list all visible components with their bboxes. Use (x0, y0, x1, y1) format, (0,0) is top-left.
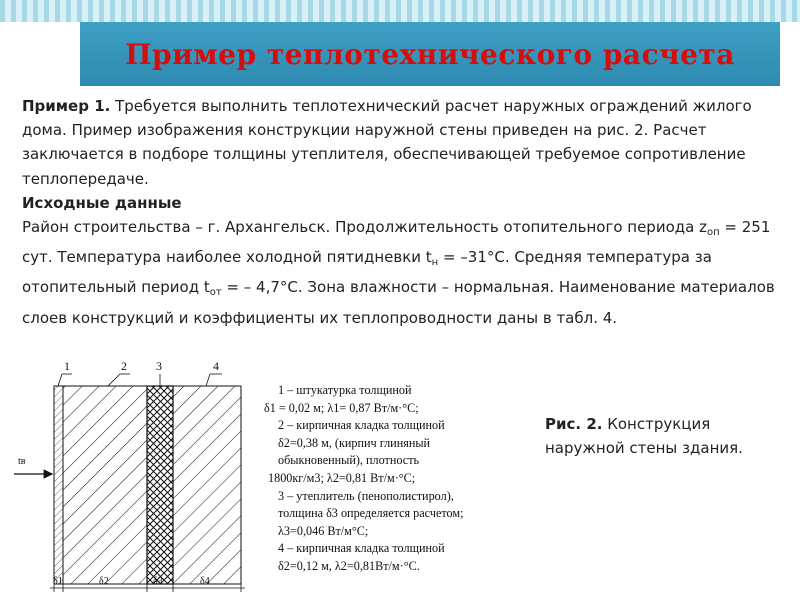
subscript-ot: от (209, 287, 222, 299)
source-data-paragraph (22, 215, 792, 330)
legend-line: 1 – штукатурка толщиной (278, 383, 412, 397)
layer-2-brick (63, 386, 147, 584)
source-text-3: = –31°С. Средняя температура за отопительный период t (22, 248, 712, 297)
layer-number-1: 1 (64, 359, 70, 373)
body-text (22, 94, 792, 330)
wall-diagram (10, 356, 260, 596)
thickness-label-2: δ2 (99, 576, 109, 587)
layer-number-2: 2 (121, 359, 127, 373)
layer-legend (264, 382, 544, 576)
source-data-heading: Исходные данные (22, 193, 182, 212)
layer-3-insulation (147, 386, 173, 584)
legend-line: 2 – кирпичная кладка толщиной (278, 418, 445, 433)
layer-1-plaster (54, 386, 63, 584)
source-text-2: = 251 сут. Температура наиболее холодной пятидневки t (22, 218, 771, 267)
legend-line: 4 – кирпичная кладка толщиной (278, 541, 445, 556)
intro-text: Требуется выполнить теплотехнический расчет наружных ограждений жилого дома. Пример изображения конструкции наружной стены приведен на рис. 2. Расчет заключается в подборе толщины утеплителя, обеспечивающей требуемое сопротивление теплопередаче. (22, 97, 752, 188)
legend-line: δ1 = 0,02 м; λ1= 0,87 Вт/м·°С; (264, 400, 419, 415)
source-text-1: Район строительства – г. Архангельск. Продолжительность отопительного периода z (22, 218, 707, 237)
legend-line: толщина δ3 определяется расчетом; (278, 506, 464, 521)
slide-title: Пример теплотехнического расчета (125, 37, 735, 71)
layer-number-4: 4 (213, 359, 219, 373)
title-banner (80, 22, 780, 86)
example-label: Пример 1. (22, 97, 111, 115)
legend-line: λ3=0,046 Вт/м°С; (278, 523, 369, 538)
legend-line: 3 – утеплитель (пенополистирол), (278, 488, 454, 503)
intro-paragraph (22, 94, 792, 191)
caption-text: Конструкция наружной стены здания. (545, 415, 743, 457)
subscript-n: н (431, 257, 439, 269)
legend-line: обыкновенный), плотность (278, 453, 420, 468)
layer-number-3: 3 (156, 359, 162, 373)
thickness-label-4: δ4 (200, 576, 210, 587)
thickness-label-1: δ1 (53, 576, 63, 587)
decorative-stripes (0, 0, 800, 22)
inside-temp-label: tв (18, 456, 26, 467)
subscript-op: оп (706, 227, 720, 239)
legend-line: δ2=0,38 м, (кирпич глиняный (278, 435, 431, 450)
legend-line: 1800кг/м3; λ2=0,81 Вт/м·°С; (268, 470, 416, 485)
layer-4-brick (173, 386, 241, 584)
caption-label: Рис. 2. (545, 415, 603, 433)
source-text-4: = – 4,7°С. Зона влажности – нормальная. Наименование материалов слоев конструкций и коэффициенты их теплопроводности даны в табл. 4. (22, 278, 775, 327)
thickness-label-3: δ3 (153, 576, 163, 587)
figure-caption (545, 412, 785, 460)
legend-line: δ2=0,12 м, λ2=0,81Вт/м·°С. (278, 558, 420, 573)
